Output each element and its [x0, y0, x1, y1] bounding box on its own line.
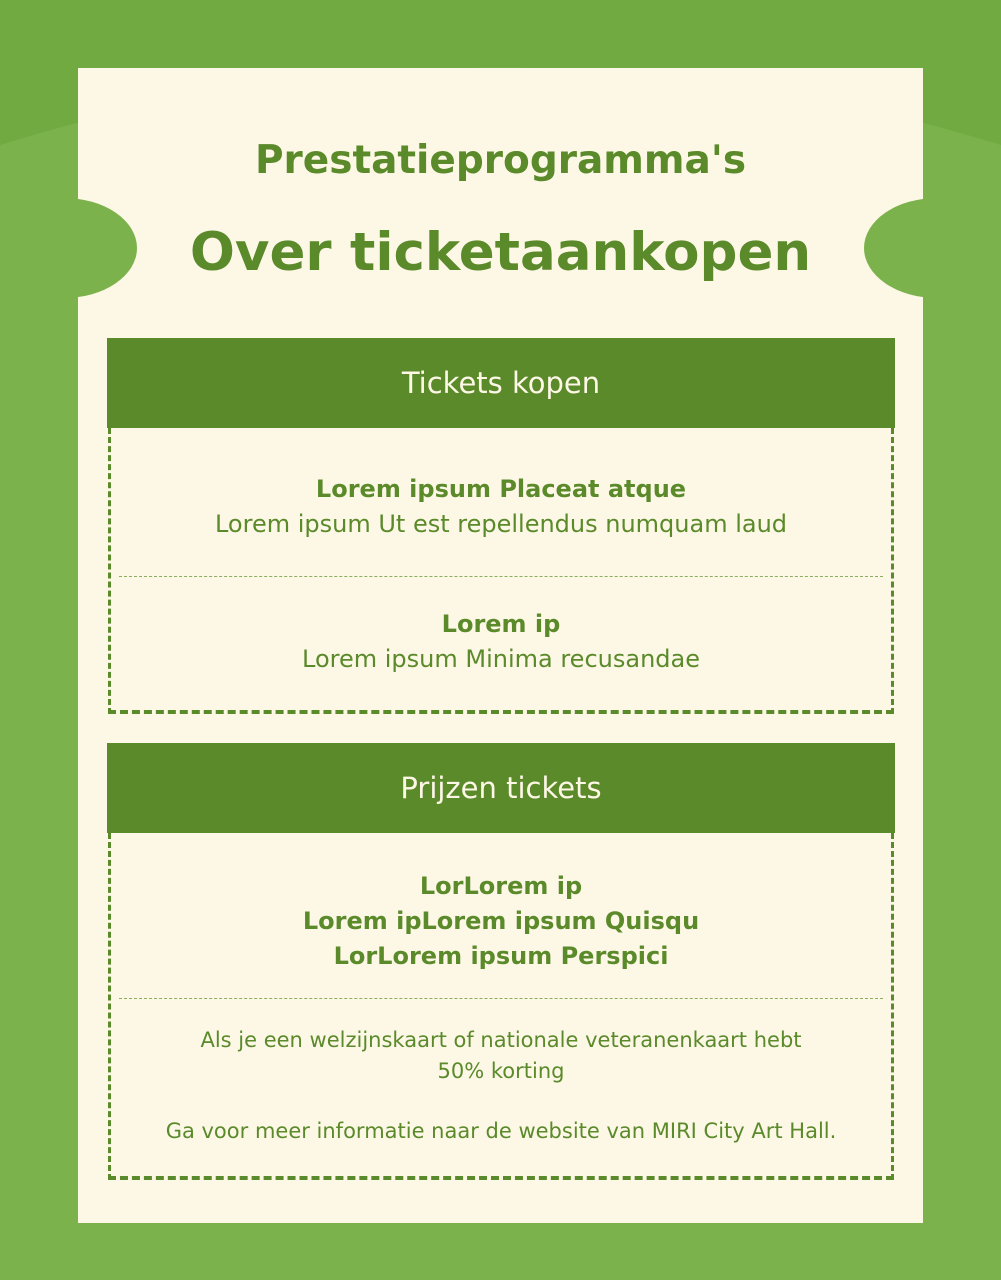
section-body	[108, 833, 894, 1180]
notes	[119, 998, 883, 1176]
item-title: Lorem ipsum Placeat atque	[315, 475, 687, 503]
list-item	[111, 428, 891, 576]
item-text: Lorem ipsum Minima recusandae	[302, 645, 700, 673]
discount-value: 50% korting	[437, 1059, 565, 1083]
price-line: LorLorem ip	[419, 872, 583, 900]
item-title: Lorem ip	[441, 610, 561, 638]
price-line: Lorem ipLorem ipsum Quisqu	[302, 907, 700, 935]
price-list	[111, 833, 891, 998]
list-item	[119, 576, 883, 710]
section-tickets-kopen	[107, 338, 895, 714]
website-note: Ga voor meer informatie naar de website van MIRI City Art Hall.	[165, 1119, 837, 1143]
page-title: Over ticketaankopen	[189, 222, 812, 283]
discount-note: Als je een welzijnskaart of nationale veteranenkaart hebt	[200, 1028, 802, 1052]
section-heading: Prijzen tickets	[107, 743, 895, 833]
section-prijzen-tickets	[107, 743, 895, 1180]
section-heading: Tickets kopen	[107, 338, 895, 428]
item-text: Lorem ipsum Ut est repellendus numquam laud	[214, 510, 788, 538]
page-subtitle: Prestatieprogramma's	[254, 138, 747, 183]
section-body	[108, 428, 894, 714]
price-line: LorLorem ipsum Perspici	[333, 942, 669, 970]
